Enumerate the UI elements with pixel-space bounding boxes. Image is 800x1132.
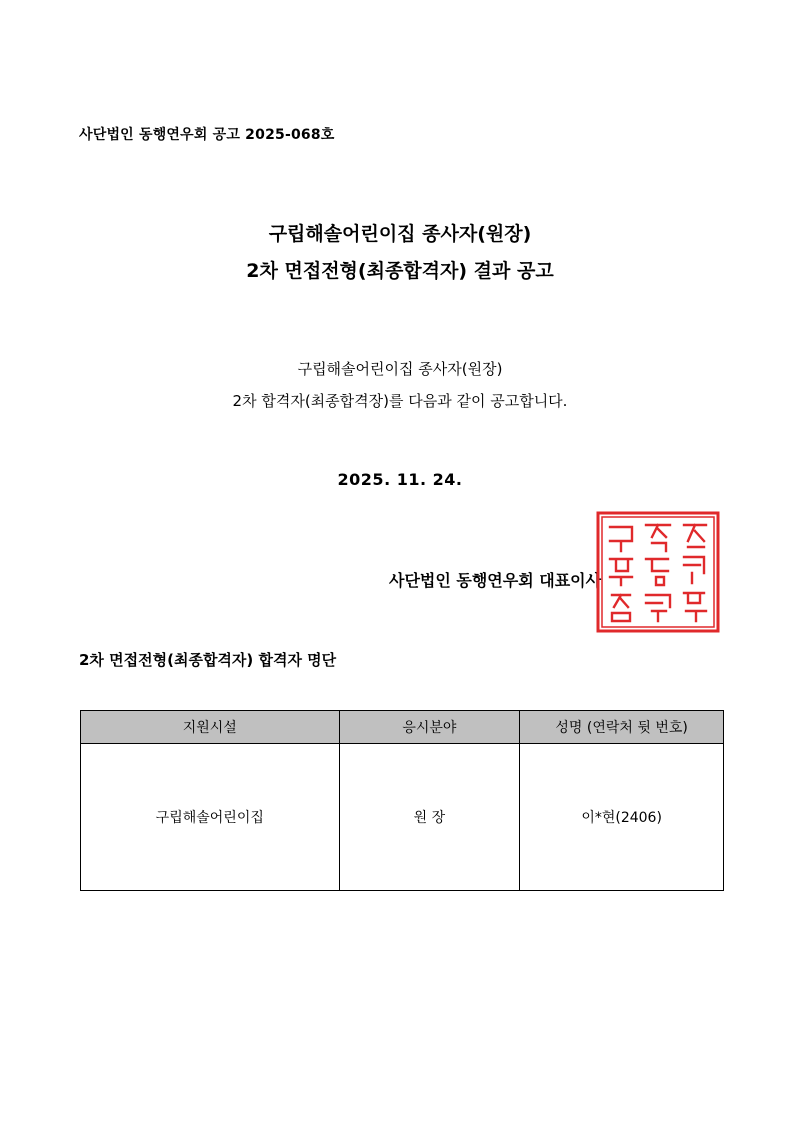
cell-field: 원 장	[339, 744, 520, 891]
header-name: 성명 (연락처 뒷 번호)	[520, 711, 724, 744]
notice-number: 사단법인 동행연우회 공고 2025-068호	[79, 127, 335, 143]
title-line-2: 2차 면접전형(최종합격자) 결과 공고	[246, 260, 554, 282]
roster-title: 2차 면접전형(최종합격자) 합격자 명단	[79, 651, 337, 669]
table-header-row	[81, 711, 724, 744]
announcement-body	[0, 353, 800, 417]
official-seal-icon	[596, 511, 720, 633]
title-line-1: 구립해솔어린이집 종사자(원장)	[268, 223, 532, 245]
table-row	[81, 744, 724, 891]
body-line-1: 구립해솔어린이집 종사자(원장)	[297, 360, 503, 378]
successful-candidates-table	[80, 710, 724, 891]
cell-name: 이*현(2406)	[520, 744, 724, 891]
document-title	[0, 216, 800, 290]
header-facility: 지원시설	[81, 711, 340, 744]
header-field: 응시분야	[339, 711, 520, 744]
signer-name: 사단법인 동행연우회 대표이사	[389, 571, 602, 590]
announcement-date: 2025. 11. 24.	[337, 470, 463, 489]
body-line-2: 2차 합격자(최종합격장)를 다음과 같이 공고합니다.	[232, 392, 568, 410]
cell-facility: 구립해솔어린이집	[81, 744, 340, 891]
